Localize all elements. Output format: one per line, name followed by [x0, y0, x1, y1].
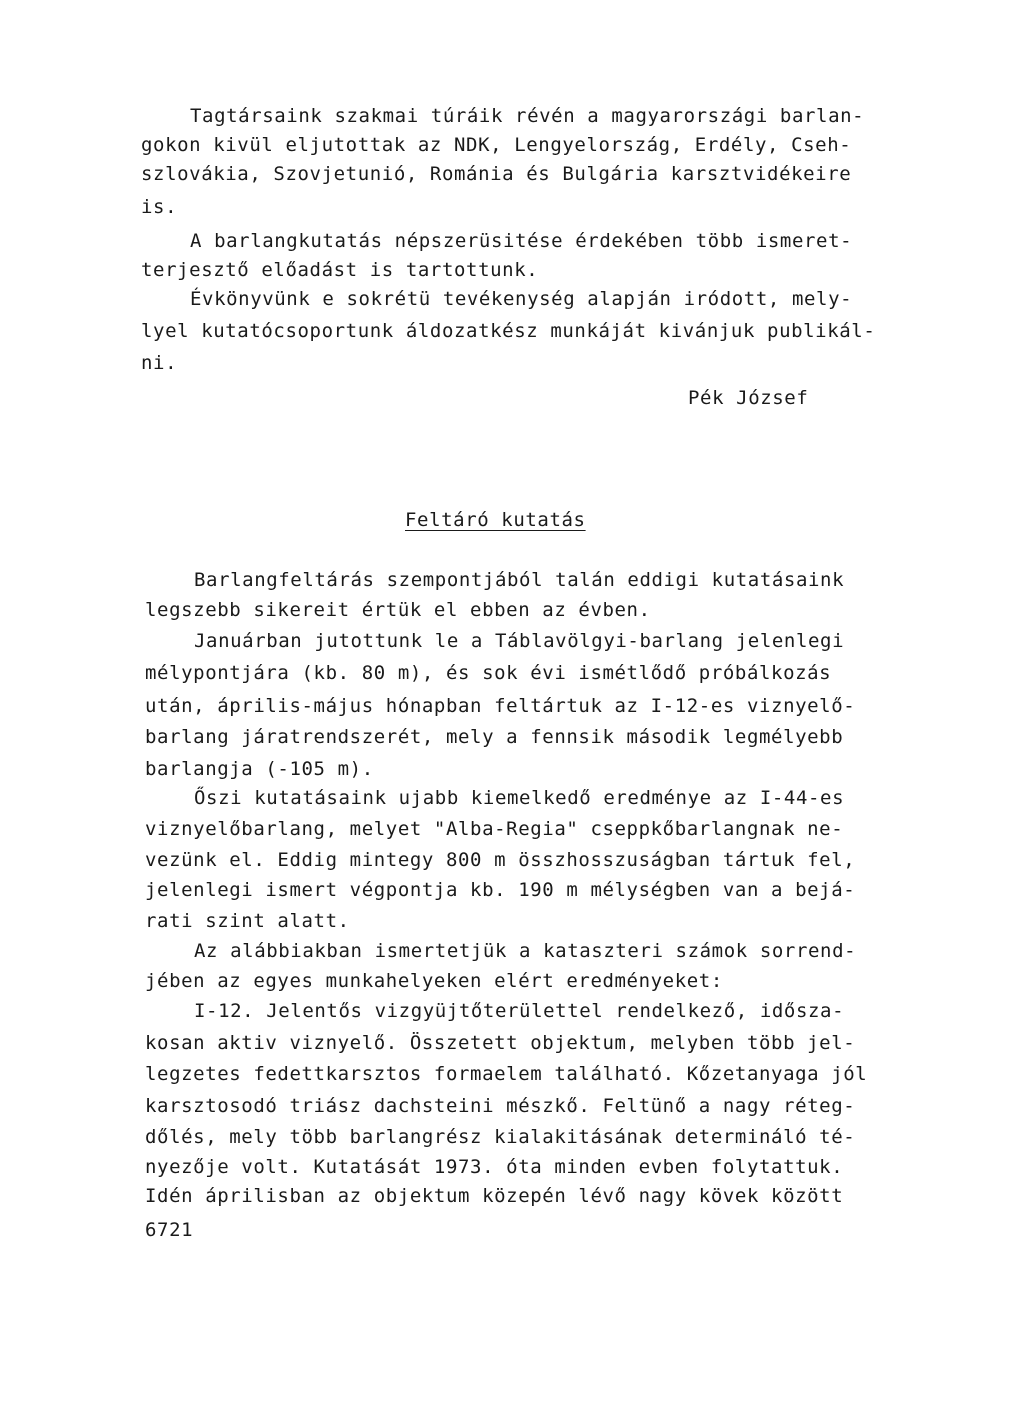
intro-line: terjesztő előadást is tartottunk.: [141, 259, 539, 281]
body-line: Az alábbiakban ismertetjük a kataszteri számok sorrend-: [194, 940, 857, 962]
body-line: barlangja (-105 m).: [145, 758, 374, 780]
body-line: Idén áprilisban az objektum közepén lévő nagy kövek között: [145, 1185, 844, 1207]
section-heading: Feltáró kutatás: [405, 509, 586, 531]
intro-line: gokon kivül eljutottak az NDK, Lengyelország, Erdély, Cseh-: [141, 134, 852, 156]
intro-line: lyel kutatócsoportunk áldozatkész munkáját kivánjuk publikál-: [141, 320, 876, 342]
body-line: dőlés, mely több barlangrész kialakitásának determináló té-: [145, 1126, 856, 1148]
body-line: jelenlegi ismert végpontja kb. 190 m mélységben van a bejá-: [145, 879, 856, 901]
body-line: Januárban jutottunk le a Táblavölgyi-barlang jelenlegi: [194, 630, 845, 652]
body-line: viznyelőbarlang, melyet "Alba-Regia" cseppkőbarlangnak ne-: [145, 818, 844, 840]
intro-line: Tagtársaink szakmai túráik révén a magyarországi barlan-: [190, 105, 865, 127]
author-signature: Pék József: [688, 387, 809, 409]
body-line: rati szint alatt.: [145, 910, 350, 932]
intro-line: ni.: [141, 352, 178, 374]
intro-line: is.: [141, 196, 178, 218]
body-line: barlang járatrendszerét, mely a fennsik második legmélyebb: [145, 726, 844, 748]
body-line: kosan aktiv viznyelő. Összetett objektum, melyben több jel-: [145, 1032, 856, 1054]
body-line: jében az egyes munkahelyeken elért eredményeket:: [145, 970, 723, 992]
body-line: vezünk el. Eddig mintegy 800 m összhosszuságban tártuk fel,: [145, 849, 856, 871]
body-line: Őszi kutatásaink ujabb kiemelkedő eredménye az I-44-es: [194, 787, 845, 809]
intro-line: szlovákia, Szovjetunió, Románia és Bulgária karsztvidékeire: [141, 163, 852, 185]
intro-line: Évkönyvünk e sokrétü tevékenység alapján iródott, mely-: [190, 288, 853, 310]
body-line: karsztosodó triász dachsteini mészkő. Feltünő a nagy réteg-: [145, 1095, 856, 1117]
body-line: legszebb sikereit értük el ebben az évben.: [145, 599, 651, 621]
body-line: legzetes fedettkarsztos formaelem található. Kőzetanyaga jól: [145, 1063, 868, 1085]
body-line: után, április-május hónapban feltártuk az I-12-es viznyelő-: [145, 695, 856, 717]
body-line: mélypontjára (kb. 80 m), és sok évi ismétlődő próbálkozás: [145, 662, 832, 684]
body-line: I-12. Jelentős vizgyüjtőterülettel rendelkező, idősza-: [194, 1000, 845, 1022]
page-code: 6721: [145, 1219, 194, 1241]
intro-line: A barlangkutatás népszerüsitése érdekében több ismeret-: [190, 230, 853, 252]
body-line: Barlangfeltárás szempontjából talán eddigi kutatásaink: [194, 569, 845, 591]
body-line: nyezője volt. Kutatását 1973. óta minden evben folytattuk.: [145, 1156, 844, 1178]
